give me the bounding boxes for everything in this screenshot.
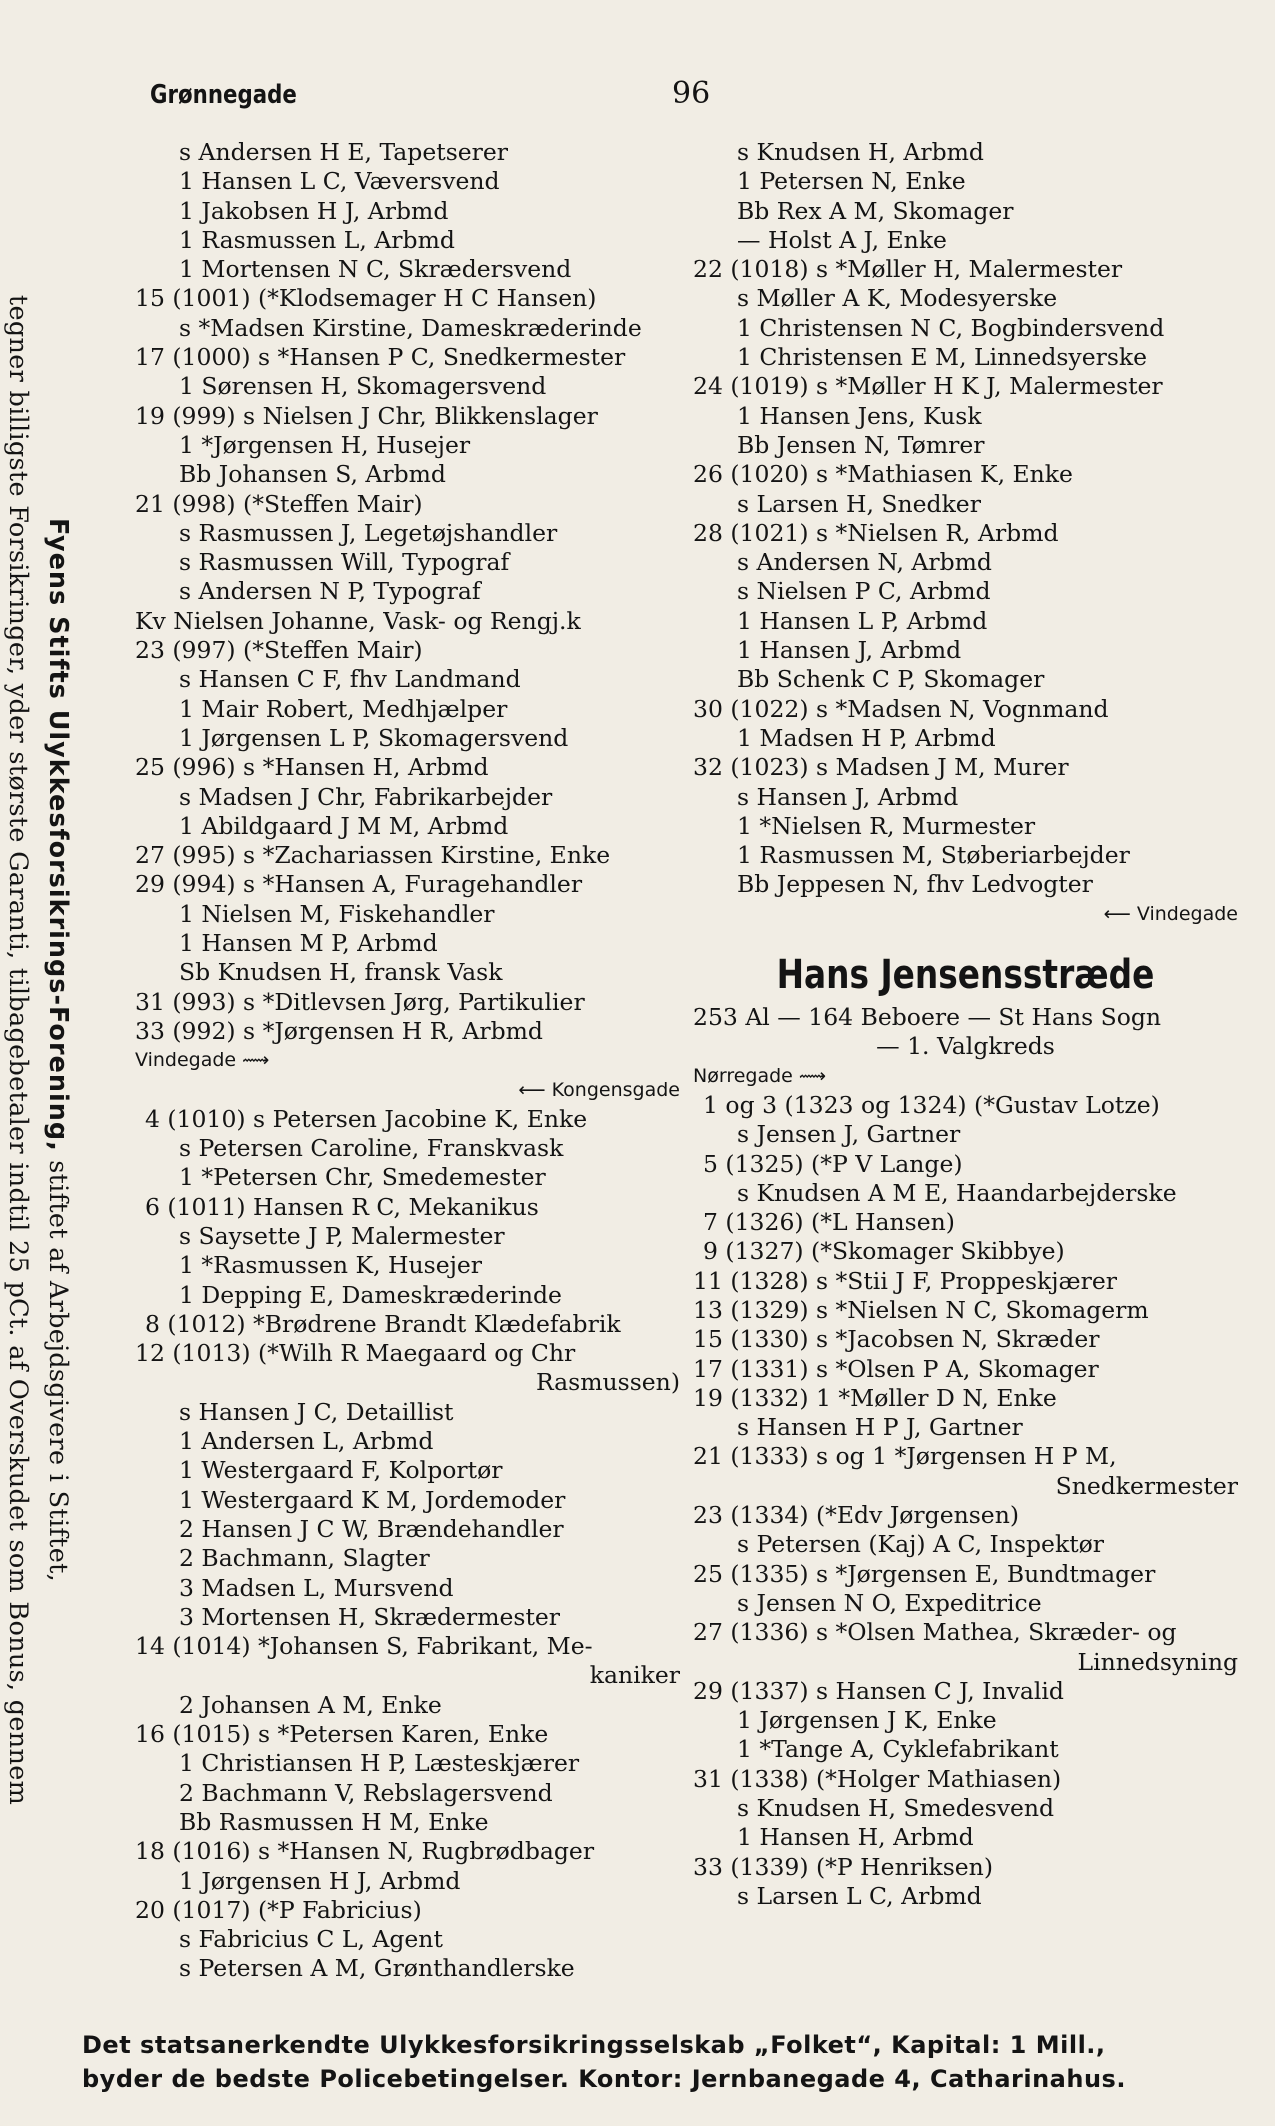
directory-entry: 25 (996) s *Hansen H, Arbmd [135,753,489,782]
directory-entry: 22 (1018) s *Møller H, Malermester [693,255,1123,284]
directory-entry: Bb Jensen N, Tømrer [737,430,985,459]
directory-entry: 29 (994) s *Hansen A, Furagehandler [135,870,583,899]
directory-entry: 1 Hansen L P, Arbmd [737,606,988,635]
directory-entry: 23 (997) (*Steffen Mair) [135,636,423,665]
directory-entry: s *Madsen Kirstine, Dameskræderinde [179,313,642,342]
directory-entry: 31 (993) s *Ditlevsen Jørg, Partikulier [135,987,585,1016]
right-column [693,138,1238,1911]
directory-entry: s Rasmussen J, Legetøjshandler [179,518,558,547]
right-column-top [693,138,1238,929]
street-reference: ⟵ Vindegade [1103,902,1238,925]
directory-entry: s Andersen N P, Typograf [179,577,481,606]
side-ad-line-1-rest: stiftet af Arbejdsgivere i Stiftet, [43,1151,73,1583]
directory-entry: 27 (995) s *Zachariassen Kirstine, Enke [135,841,611,870]
directory-entry: 1 Hansen Jens, Kusk [737,401,982,430]
directory-entry: 1 Andersen L, Arbmd [179,1427,434,1456]
directory-entry: s Møller A K, Modesyerske [737,284,1058,313]
directory-entry: 1 Mortensen N C, Skrædersvend [179,255,572,284]
directory-entry: 18 (1016) s *Hansen N, Rugbrødbager [135,1837,595,1866]
directory-entry: 1 Hansen J, Arbmd [737,636,962,665]
directory-entry: s Knudsen H, Arbmd [737,138,984,166]
directory-entry: 16 (1015) s *Petersen Karen, Enke [135,1720,549,1749]
directory-entry: 1 Rasmussen L, Arbmd [179,225,455,254]
directory-entry: 33 (1339) (*P Henriksen) [693,1852,993,1881]
directory-entry: 3 Madsen L, Mursvend [179,1573,454,1602]
directory-entry: Bb Rex A M, Skomager [737,196,1014,225]
directory-entry: s Hansen C F, fhv Landmand [179,665,521,694]
directory-entry: 21 (1333) s og 1 *Jørgensen H P M, [693,1442,1117,1471]
directory-entry: Bb Jeppesen N, fhv Ledvogter [737,870,1093,899]
directory-entry: kaniker [589,1661,680,1690]
directory-entry: 4 (1010) s Petersen Jacobine K, Enke [145,1104,588,1133]
directory-entry: 5 (1325) (*P V Lange) [703,1149,963,1178]
directory-entry: 27 (1336) s *Olsen Mathea, Skræder- og [693,1618,1177,1647]
directory-entry: 15 (1330) s *Jacobsen N, Skræder [693,1325,1100,1354]
directory-entry: s Fabricius C L, Agent [179,1925,443,1954]
street-reference: Vindegade ⟿ [135,1049,270,1072]
directory-entry: s Larsen L C, Arbmd [737,1881,982,1910]
directory-entry: s Petersen (Kaj) A C, Inspektør [737,1530,1105,1559]
directory-entry: s Andersen H E, Tapetserer [179,138,509,166]
directory-entry: 7 (1326) (*L Hansen) [703,1208,955,1237]
directory-entry: 1 *Jørgensen H, Husejer [179,430,471,459]
directory-entry: 19 (999) s Nielsen J Chr, Blikkenslager [135,401,598,430]
directory-entry: 1 Jakobsen H J, Arbmd [179,196,449,225]
directory-entry: — Holst A J, Enke [737,225,947,254]
directory-entry: 11 (1328) s *Stii J F, Proppeskjærer [693,1266,1118,1295]
directory-entry: 17 (1331) s *Olsen P A, Skomager [693,1354,1099,1383]
directory-entry: Bb Johansen S, Arbmd [179,460,446,489]
directory-entry: 14 (1014) *Johansen S, Fabrikant, Me- [135,1632,593,1661]
directory-entry: 2 Johansen A M, Enke [179,1690,442,1719]
vertical-advertisement [0,90,78,2010]
directory-entry: 2 Bachmann, Slagter [179,1544,430,1573]
side-ad-line-1-bold: Fyens Stifts Ulykkesforsikrings-Forening, [43,517,73,1152]
directory-entry: 24 (1019) s *Møller H K J, Malermester [693,372,1163,401]
directory-entry: 29 (1337) s Hansen C J, Invalid [693,1676,1064,1705]
directory-entry: s Jensen J, Gartner [737,1120,961,1149]
directory-entry: 1 Hansen H, Arbmd [737,1823,974,1852]
directory-entry: Bb Rasmussen H M, Enke [179,1807,489,1836]
directory-entry: 15 (1001) (*Klodsemager H C Hansen) [135,284,597,313]
directory-entry: 1 Nielsen M, Fiskehandler [179,899,495,928]
directory-entry: 1 Christensen E M, Linnedsyerske [737,343,1148,372]
directory-entry: 33 (992) s *Jørgensen H R, Arbmd [135,1016,543,1045]
directory-entry: 2 Hansen J C W, Brændehandler [179,1514,564,1543]
directory-entry: 28 (1021) s *Nielsen R, Arbmd [693,518,1059,547]
directory-entry: 1 Depping E, Dameskræderinde [179,1280,562,1309]
directory-entry: 1 Christensen N C, Bogbindersvend [737,313,1165,342]
directory-entry: 1 Hansen L C, Væversvend [179,167,500,196]
directory-entry: 1 og 3 (1323 og 1324) (*Gustav Lotze) [703,1090,1160,1119]
directory-entry: Sb Knudsen H, fransk Vask [179,958,503,987]
directory-entry: 1 Jørgensen L P, Skomagersvend [179,723,569,752]
directory-entry: 25 (1335) s *Jørgensen E, Bundtmager [693,1559,1156,1588]
directory-entry: 19 (1332) 1 *Møller D N, Enke [693,1383,1057,1412]
directory-entry: s Larsen H, Snedker [737,489,981,518]
directory-entry: 1 *Tange A, Cyklefabrikant [737,1735,1059,1764]
directory-entry: 1 Mair Robert, Medhjælper [179,694,508,723]
directory-entry: 20 (1017) (*P Fabricius) [135,1895,422,1924]
directory-entry: 1 Jørgensen H J, Arbmd [179,1866,461,1895]
directory-entry: 1 Petersen N, Enke [737,167,966,196]
side-ad-line-2: tegner billigste Forsikringer, yder største Garanti, tilbagebetaler indtil 25 pCt. af Overskudet som Bonus, gennem [3,294,33,1806]
directory-entry: 17 (1000) s *Hansen P C, Snedkermester [135,343,626,372]
directory-entry: 21 (998) (*Steffen Mair) [135,489,423,518]
directory-entry: Rasmussen) [535,1368,680,1397]
directory-entry: 9 (1327) (*Skomager Skibbye) [703,1237,1065,1266]
directory-entry: s Jensen N O, Expeditrice [737,1588,1042,1617]
directory-entry: 3 Mortensen H, Skrædermester [179,1602,561,1631]
directory-entry: s Andersen N, Arbmd [737,548,992,577]
directory-entry: 1 Sørensen H, Skomagersvend [179,372,547,401]
directory-entry: s Saysette J P, Malermester [179,1221,505,1250]
directory-entry: 2 Bachmann V, Rebslagersvend [179,1778,553,1807]
directory-entry: 23 (1334) (*Edv Jørgensen) [693,1501,1020,1530]
directory-entry: 30 (1022) s *Madsen N, Vognmand [693,694,1109,723]
directory-entry: 1 Westergaard F, Kolportør [179,1456,503,1485]
directory-entry: Kv Nielsen Johanne, Vask- og Rengj.k [135,606,581,635]
street-reference: Nørregade ⟿ [693,1064,827,1087]
directory-entry: s Rasmussen Will, Typograf [179,548,510,577]
directory-entry: 13 (1329) s *Nielsen N C, Skomagerm [693,1295,1149,1324]
directory-entry: 1 Abildgaard J M M, Arbmd [179,811,509,840]
directory-entry: 1 *Petersen Chr, Smedemester [179,1163,546,1192]
directory-entry: 1 *Rasmussen K, Husejer [179,1251,483,1280]
directory-entry: Linnedsyning [1077,1647,1238,1676]
directory-entry: 1 Westergaard K M, Jordemoder [179,1485,566,1514]
directory-entry: 1 Madsen H P, Arbmd [737,723,996,752]
street-reference: ⟵ Kongensgade [518,1078,680,1101]
directory-entry: 1 Rasmussen M, Støberiarbejder [737,841,1130,870]
footer-line-2: byder de bedste Policebetingelser. Kontor: Jernbanegade 4, Catharinahus. [82,2065,1126,2093]
side-ad-line-1 [38,90,78,2010]
directory-entry: 6 (1011) Hansen R C, Mekanikus [145,1192,539,1221]
directory-entry: 31 (1338) (*Holger Mathiasen) [693,1764,1062,1793]
directory-entry: 32 (1023) s Madsen J M, Murer [693,753,1069,782]
page-number: 96 [672,76,711,111]
directory-entry: 1 Jørgensen J K, Enke [737,1706,997,1735]
section-info-line-2: — 1. Valgkreds [876,1032,1055,1061]
right-column-bottom [693,1062,1238,1912]
directory-entry: 26 (1020) s *Mathiasen K, Enke [693,460,1073,489]
directory-entry: s Nielsen P C, Arbmd [737,577,991,606]
directory-entry: 1 *Nielsen R, Murmester [737,811,1036,840]
directory-entry: s Knudsen A M E, Haandarbejderske [737,1178,1177,1207]
directory-entry: 12 (1013) (*Wilh R Maegaard og Chr [135,1339,576,1368]
directory-entry: s Hansen J C, Detaillist [179,1397,454,1426]
left-column [135,138,680,1984]
directory-entry: s Petersen Caroline, Franskvask [179,1134,564,1163]
section-info-line-1: 253 Al — 164 Beboere — St Hans Sogn [693,1003,1162,1032]
directory-entry: s Madsen J Chr, Fabrikarbejder [179,782,553,811]
footer-line-1: Det statsanerkendte Ulykkesforsikringsselskab „Folket“, Kapital: 1 Mill., [82,2031,1106,2059]
footer-advertisement [82,2028,1252,2096]
directory-entry: s Hansen J, Arbmd [737,782,959,811]
directory-entry: Bb Schenk C P, Skomager [737,665,1045,694]
directory-entry: 8 (1012) *Brødrene Brandt Klædefabrik [145,1309,621,1338]
directory-entry: s Hansen H P J, Gartner [737,1413,1023,1442]
directory-entry: 1 Christiansen H P, Læsteskjærer [179,1749,580,1778]
directory-entry: s Petersen A M, Grønthandlerske [179,1954,575,1983]
directory-entry: 1 Hansen M P, Arbmd [179,929,438,958]
section-title: Hans Jensensstræde [776,952,1155,999]
directory-entry: Snedkermester [1055,1471,1238,1500]
directory-entry: s Knudsen H, Smedesvend [737,1794,1055,1823]
spacer [693,929,1238,947]
running-head-street: Grønnegade [150,80,297,110]
